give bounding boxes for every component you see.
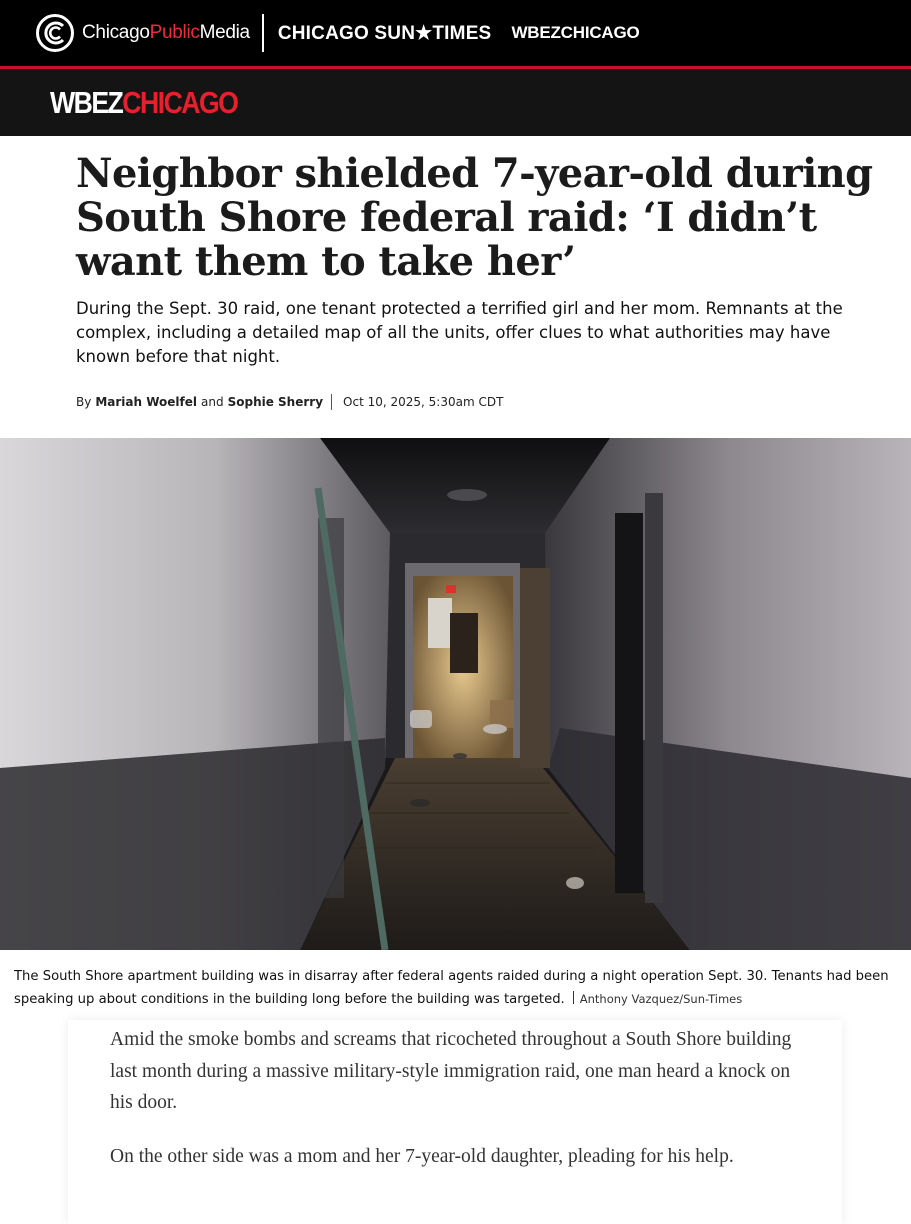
chicago-sun-times-link[interactable]: CHICAGO SUN★TIMES: [277, 22, 492, 44]
byline: [76, 394, 507, 410]
network-divider: [262, 14, 264, 52]
hero-photo: [0, 438, 911, 950]
chicago-public-media-logo[interactable]: [36, 0, 250, 66]
brand-bar: [0, 69, 911, 136]
chicago-public-media-mark-icon: [36, 14, 74, 52]
byline-and: and: [201, 395, 224, 409]
photo-caption: [14, 966, 898, 1011]
publish-date: Oct 10, 2025, 5:30am CDT: [343, 395, 504, 409]
wbez-chicago-link[interactable]: WBEZCHICAGO: [511, 23, 640, 42]
wbez-chicago-logo[interactable]: WBEZCHICAGO: [50, 84, 238, 120]
article-paragraph-2: On the other side was a mom and her 7-year-old daughter, pleading for his help.: [110, 1146, 734, 1167]
article-dek: During the Sept. 30 raid, one tenant protected a terrified girl and her mom. Remnants at the complex, including a detailed map of all the units, offer clues to what authorities may have known before that night.: [76, 299, 843, 366]
article-headline: Neighbor shielded 7-year-old during South Shore federal raid: ‘I didn’t want them to take her’: [76, 150, 873, 285]
photo-credit: Anthony Vazquez/Sun-Times: [579, 992, 743, 1006]
photo-caption-text: The South Shore apartment building was in disarray after federal agents raided during a night operation Sept. 30. Tenants had been speaking up about conditions in the building long before the building was targeted.: [14, 969, 889, 1007]
author-link-sophie-sherry[interactable]: Sophie Sherry: [227, 395, 324, 409]
author-link-mariah-woelfel[interactable]: Mariah Woelfel: [95, 395, 198, 409]
credit-separator: [573, 991, 574, 1004]
byline-separator: [331, 394, 332, 410]
chicago-public-media-wordmark: ChicagoPublicMedia: [82, 22, 250, 43]
network-bar: [0, 0, 911, 66]
byline-by: By: [76, 395, 92, 409]
article-paragraph-1: Amid the smoke bombs and screams that ricocheted throughout a South Shore building last month during a massive military-style immigration raid, one man heard a knock on his door.: [110, 1029, 792, 1113]
